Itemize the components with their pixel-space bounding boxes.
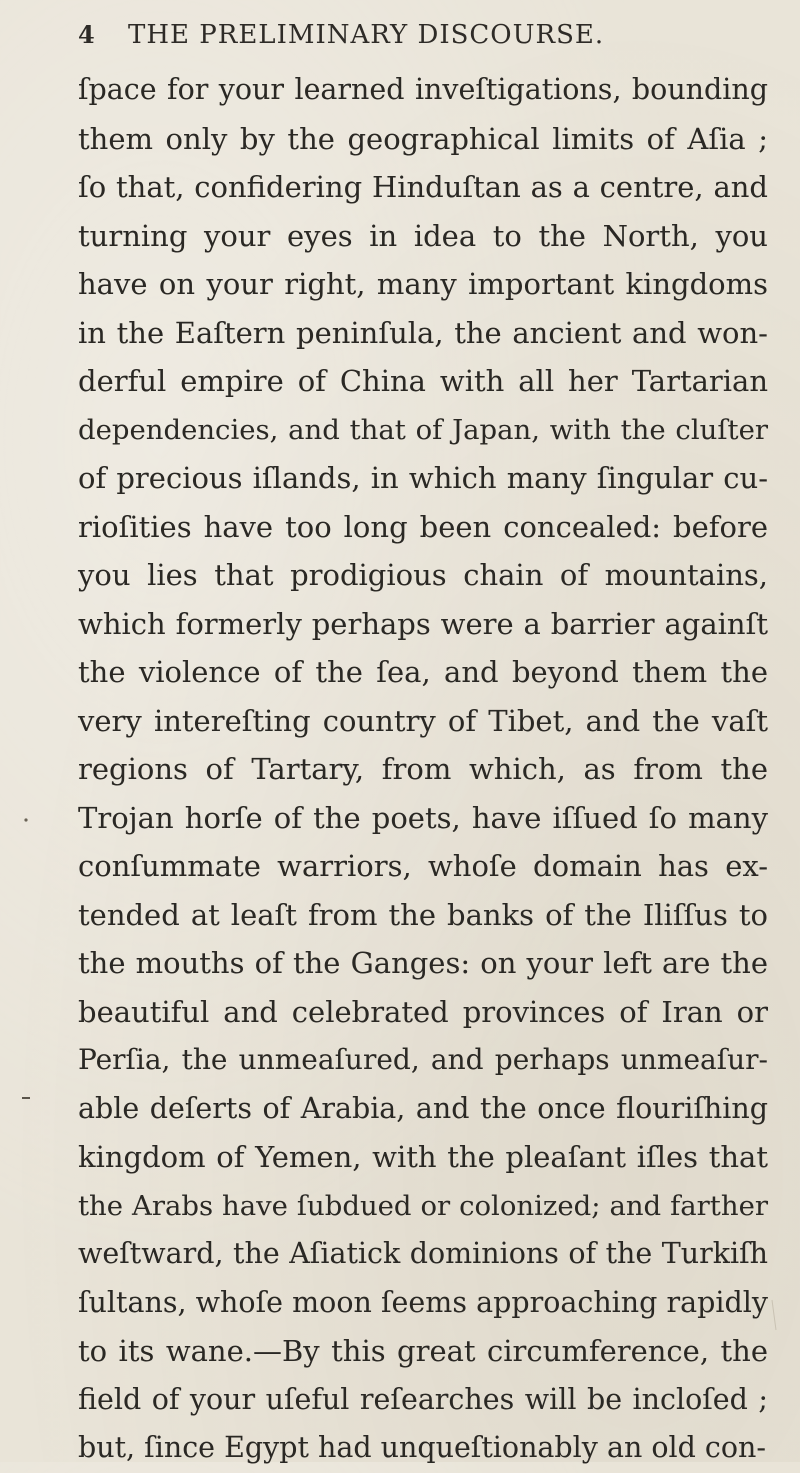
text-line: field of your uſeful reſearches will be incloſed ; [78,1382,768,1416]
text-line: which formerly perhaps were a barrier againſt [78,606,768,641]
text-line: ſo that, confidering Hinduſtan as a centre, and [78,170,768,204]
paper-crease [772,1300,776,1330]
text-line: very intereſting country of Tibet, and the vaſt [78,703,768,738]
text-line: derful empire of China with all her Tartarian [78,364,768,398]
text-line: in the Eaſtern peninſula, the ancient and won- [78,315,768,350]
text-line: ſultans, whoſe moon ſeems approaching rapidly [78,1285,768,1319]
text-line: turning your eyes in idea to the North, you [78,218,768,253]
text-line: conſummate warriors, whoſe domain has ex- [78,849,768,883]
text-line: Perſia, the unmeaſured, and perhaps unmeaſur- [78,1043,768,1076]
text-line: to its wane.—By this great circumference, the [78,1334,768,1368]
text-line: dependencies, and that of Japan, with the cluſter [78,413,768,446]
text-line: the violence of the ſea, and beyond them the [78,655,768,689]
page-header [0,16,800,56]
page-number: 4 [78,20,95,49]
text-line: weſtward, the Aſiatick dominions of the Turkiſh [78,1237,768,1270]
running-head: THE PRELIMINARY DISCOURSE. [128,20,605,50]
text-line: but, ſince Egypt had unqueſtionably an old con- [78,1431,767,1464]
text-line: the mouths of the Ganges: on your left are the [78,946,768,980]
text-line: ſpace for your learned inveſtigations, bounding [78,73,768,106]
text-line: able deſerts of Arabia, and the once flouriſhing [78,1091,768,1125]
text-line: them only by the geographical limits of Aſia ; [78,121,768,156]
text-line: rioſities have too long been concealed: before [78,509,768,544]
text-line: Trojan horſe of the poets, have iſſued ſo many [78,800,768,835]
text-line: have on your right, many important kingdoms [78,267,768,301]
text-line: you lies that prodigious chain of mountains, [78,558,768,592]
text-line: regions of Tartary, from which, as from the [78,752,768,786]
body-text [78,66,768,1473]
text-line: kingdom of Yemen, with the pleaſant iſles that [78,1140,768,1174]
text-line: the Arabs have ſubdued or colonized; and farther [78,1189,768,1222]
ink-speck [24,818,27,821]
text-line: tended at leaſt from the banks of the Iliſſus to [78,897,768,932]
text-line: of precious iſlands, in which many ſingular cu- [78,461,768,495]
text-line: beautiful and celebrated provinces of Iran or [78,994,768,1029]
